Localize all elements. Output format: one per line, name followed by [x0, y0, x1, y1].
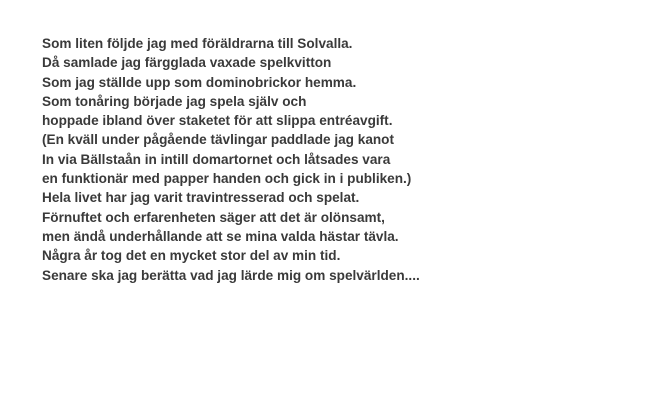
- text-line-10: Förnuftet och erfarenheten säger att det är olönsamt,: [42, 209, 385, 225]
- text-line-13: Senare ska jag berätta vad jag lärde mig om spelvärlden....: [42, 267, 420, 283]
- text-line-2: Då samlade jag färgglada vaxade spelkvitton: [42, 55, 332, 71]
- text-line-7: In via Bällstaån in intill domartornet och låtsades vara: [42, 151, 391, 167]
- text-line-9: Hela livet har jag varit travintresserad och spelat.: [42, 190, 360, 206]
- text-line-5: hoppade ibland över staketet för att slippa entréavgift.: [42, 113, 393, 129]
- text-line-11: men ändå underhållande att se mina valda hästar tävla.: [42, 228, 399, 244]
- text-line-8: en funktionär med papper handen och gick in i publiken.): [42, 171, 412, 187]
- text-line-3: Som jag ställde upp som dominobrickor hemma.: [42, 74, 357, 90]
- text-line-4: Som tonåring började jag spela själv och: [42, 93, 307, 109]
- text-line-1: Som liten följde jag med föräldrarna till Solvalla.: [42, 36, 353, 51]
- body-text: [42, 34, 642, 285]
- text-line-12: Några år tog det en mycket stor del av min tid.: [42, 248, 341, 264]
- text-line-6: (En kväll under pågående tävlingar paddlade jag kanot: [42, 132, 395, 148]
